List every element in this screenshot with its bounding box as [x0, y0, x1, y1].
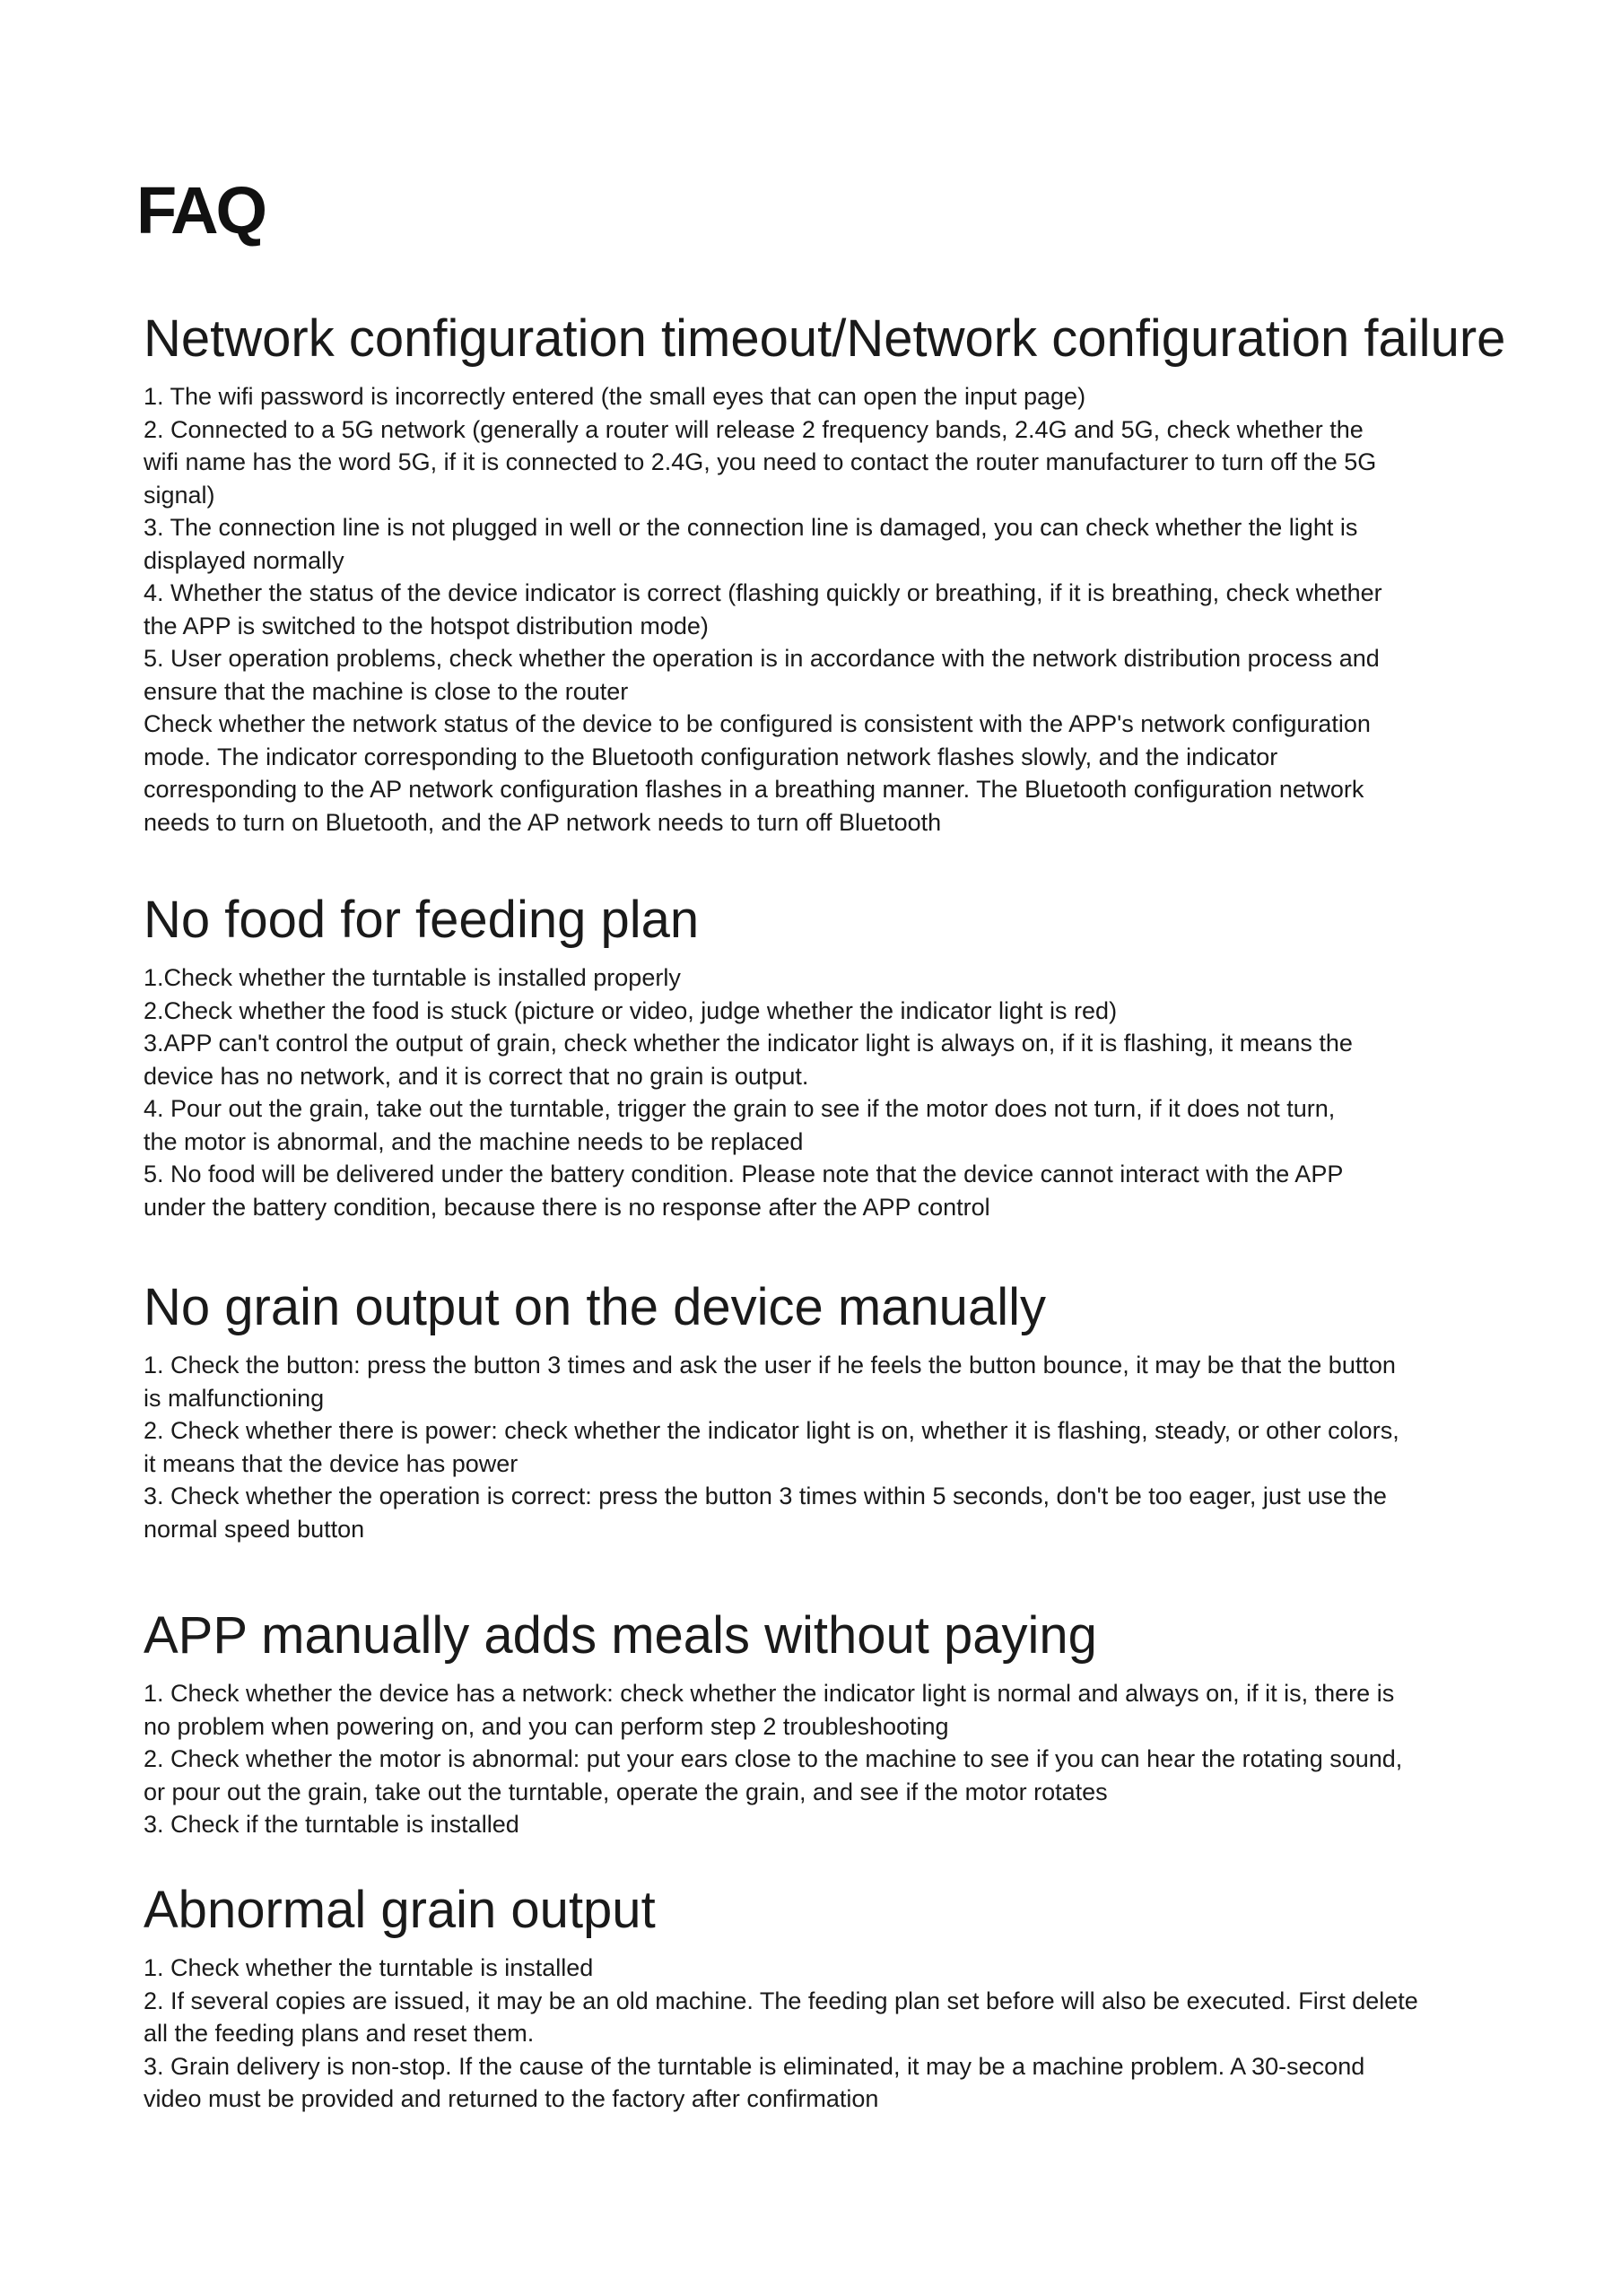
answer-line: 3.APP can't control the output of grain, check whether the indicator light is always on, if it is flashing, it means the [144, 1030, 1353, 1057]
answer-line: 2. Connected to a 5G network (generally a router will release 2 frequency bands, 2.4G and 5G, check whether the [144, 415, 1364, 443]
answer-line: the motor is abnormal, and the machine needs to be replaced [144, 1127, 804, 1155]
section-body [144, 1349, 1525, 1545]
section-body [144, 380, 1525, 839]
answer-line: 1. Check whether the turntable is installed [144, 1954, 594, 1981]
answer-line: 1. Check whether the device has a network: check whether the indicator light is normal and always on, if it is, there is [144, 1680, 1395, 1707]
answer-line: the APP is switched to the hotspot distribution mode) [144, 612, 709, 639]
answer-line: mode. The indicator corresponding to the Bluetooth configuration network flashes slowly, and the indicator [144, 743, 1278, 770]
answer-line: displayed normally [144, 546, 344, 574]
answer-line: 3. Check whether the operation is correct: press the button 3 times within 5 seconds, don't be too eager, just use the [144, 1483, 1387, 1509]
answer-line: 1. The wifi password is incorrectly entered (the small eyes that can open the input page) [144, 383, 1086, 410]
answer-line: corresponding to the AP network configuration flashes in a breathing manner. The Bluetooth configuration network [144, 776, 1364, 803]
answer-line: no problem when powering on, and you can perform step 2 troubleshooting [144, 1712, 949, 1740]
faq-section [144, 1878, 1525, 2116]
answer-line: it means that the device has power [144, 1449, 519, 1477]
answer-line: 2. Check whether there is power: check whether the indicator light is on, whether it is flashing, steady, or other colors, [144, 1417, 1399, 1444]
answer-line: all the feeding plans and reset them. [144, 2020, 535, 2047]
answer-line: 5. User operation problems, check whether the operation is in accordance with the network distribution process and [144, 645, 1380, 672]
answer-line: Check whether the network status of the device to be configured is consistent with the APP's network configuration [144, 710, 1371, 737]
answer-line: 5. No food will be delivered under the battery condition. Please note that the device cannot interact with the APP [144, 1161, 1344, 1187]
answer-line: 2. If several copies are issued, it may be an old machine. The feeding plan set before will also be executed. First delete [144, 1987, 1418, 2014]
faq-section [144, 1604, 1525, 1841]
answer-line: wifi name has the word 5G, if it is connected to 2.4G, you need to contact the router manufacturer to turn off the 5G [144, 448, 1377, 475]
answer-line: 2. Check whether the motor is abnormal: put your ears close to the machine to see if you can hear the rotating sound, [144, 1745, 1403, 1772]
answer-line: or pour out the grain, take out the turntable, operate the grain, and see if the motor rotates [144, 1778, 1108, 1805]
answer-line: ensure that the machine is close to the router [144, 677, 629, 705]
answer-line: signal) [144, 481, 215, 509]
answer-line: under the battery condition, because there is no response after the APP control [144, 1193, 990, 1221]
answer-line: 2.Check whether the food is stuck (picture or video, judge whether the indicator light is red) [144, 996, 1118, 1024]
section-body [144, 1677, 1525, 1841]
answer-line: 3. Grain delivery is non-stop. If the cause of the turntable is eliminated, it may be a machine problem. A 30-second [144, 2052, 1365, 2080]
answer-line: 4. Whether the status of the device indicator is correct (flashing quickly or breathing, if it is breathing, check whether [144, 579, 1382, 606]
answer-line: device has no network, and it is correct that no grain is output. [144, 1062, 809, 1090]
answer-line: 3. Check if the turntable is installed [144, 1811, 519, 1838]
answer-line: 1. Check the button: press the button 3 times and ask the user if he feels the button bounce, it may be that the button [144, 1352, 1396, 1378]
faq-section [144, 1275, 1525, 1545]
section-heading: APP manually adds meals without paying [144, 1606, 1097, 1665]
section-heading: No grain output on the device manually [144, 1278, 1046, 1336]
page-title: FAQ [136, 173, 266, 248]
answer-line: 3. The connection line is not plugged in well or the connection line is damaged, you can check whether the light is [144, 514, 1358, 541]
section-body [144, 1952, 1525, 2116]
answer-line: is malfunctioning [144, 1384, 325, 1412]
answer-line: 4. Pour out the grain, take out the turntable, trigger the grain to see if the motor does not turn, if it does not turn, [144, 1095, 1336, 1122]
section-heading: No food for feeding plan [144, 891, 700, 949]
answer-line: video must be provided and returned to the factory after confirmation [144, 2085, 879, 2112]
section-heading: Network configuration timeout/Network configuration failure [144, 309, 1506, 368]
answer-line: 1.Check whether the turntable is installed properly [144, 964, 681, 991]
faq-section [144, 307, 1525, 839]
answer-line: needs to turn on Bluetooth, and the AP network needs to turn off Bluetooth [144, 808, 942, 836]
section-heading: Abnormal grain output [144, 1881, 656, 1939]
faq-section [144, 888, 1525, 1223]
section-body [144, 961, 1525, 1223]
answer-line: normal speed button [144, 1515, 365, 1543]
